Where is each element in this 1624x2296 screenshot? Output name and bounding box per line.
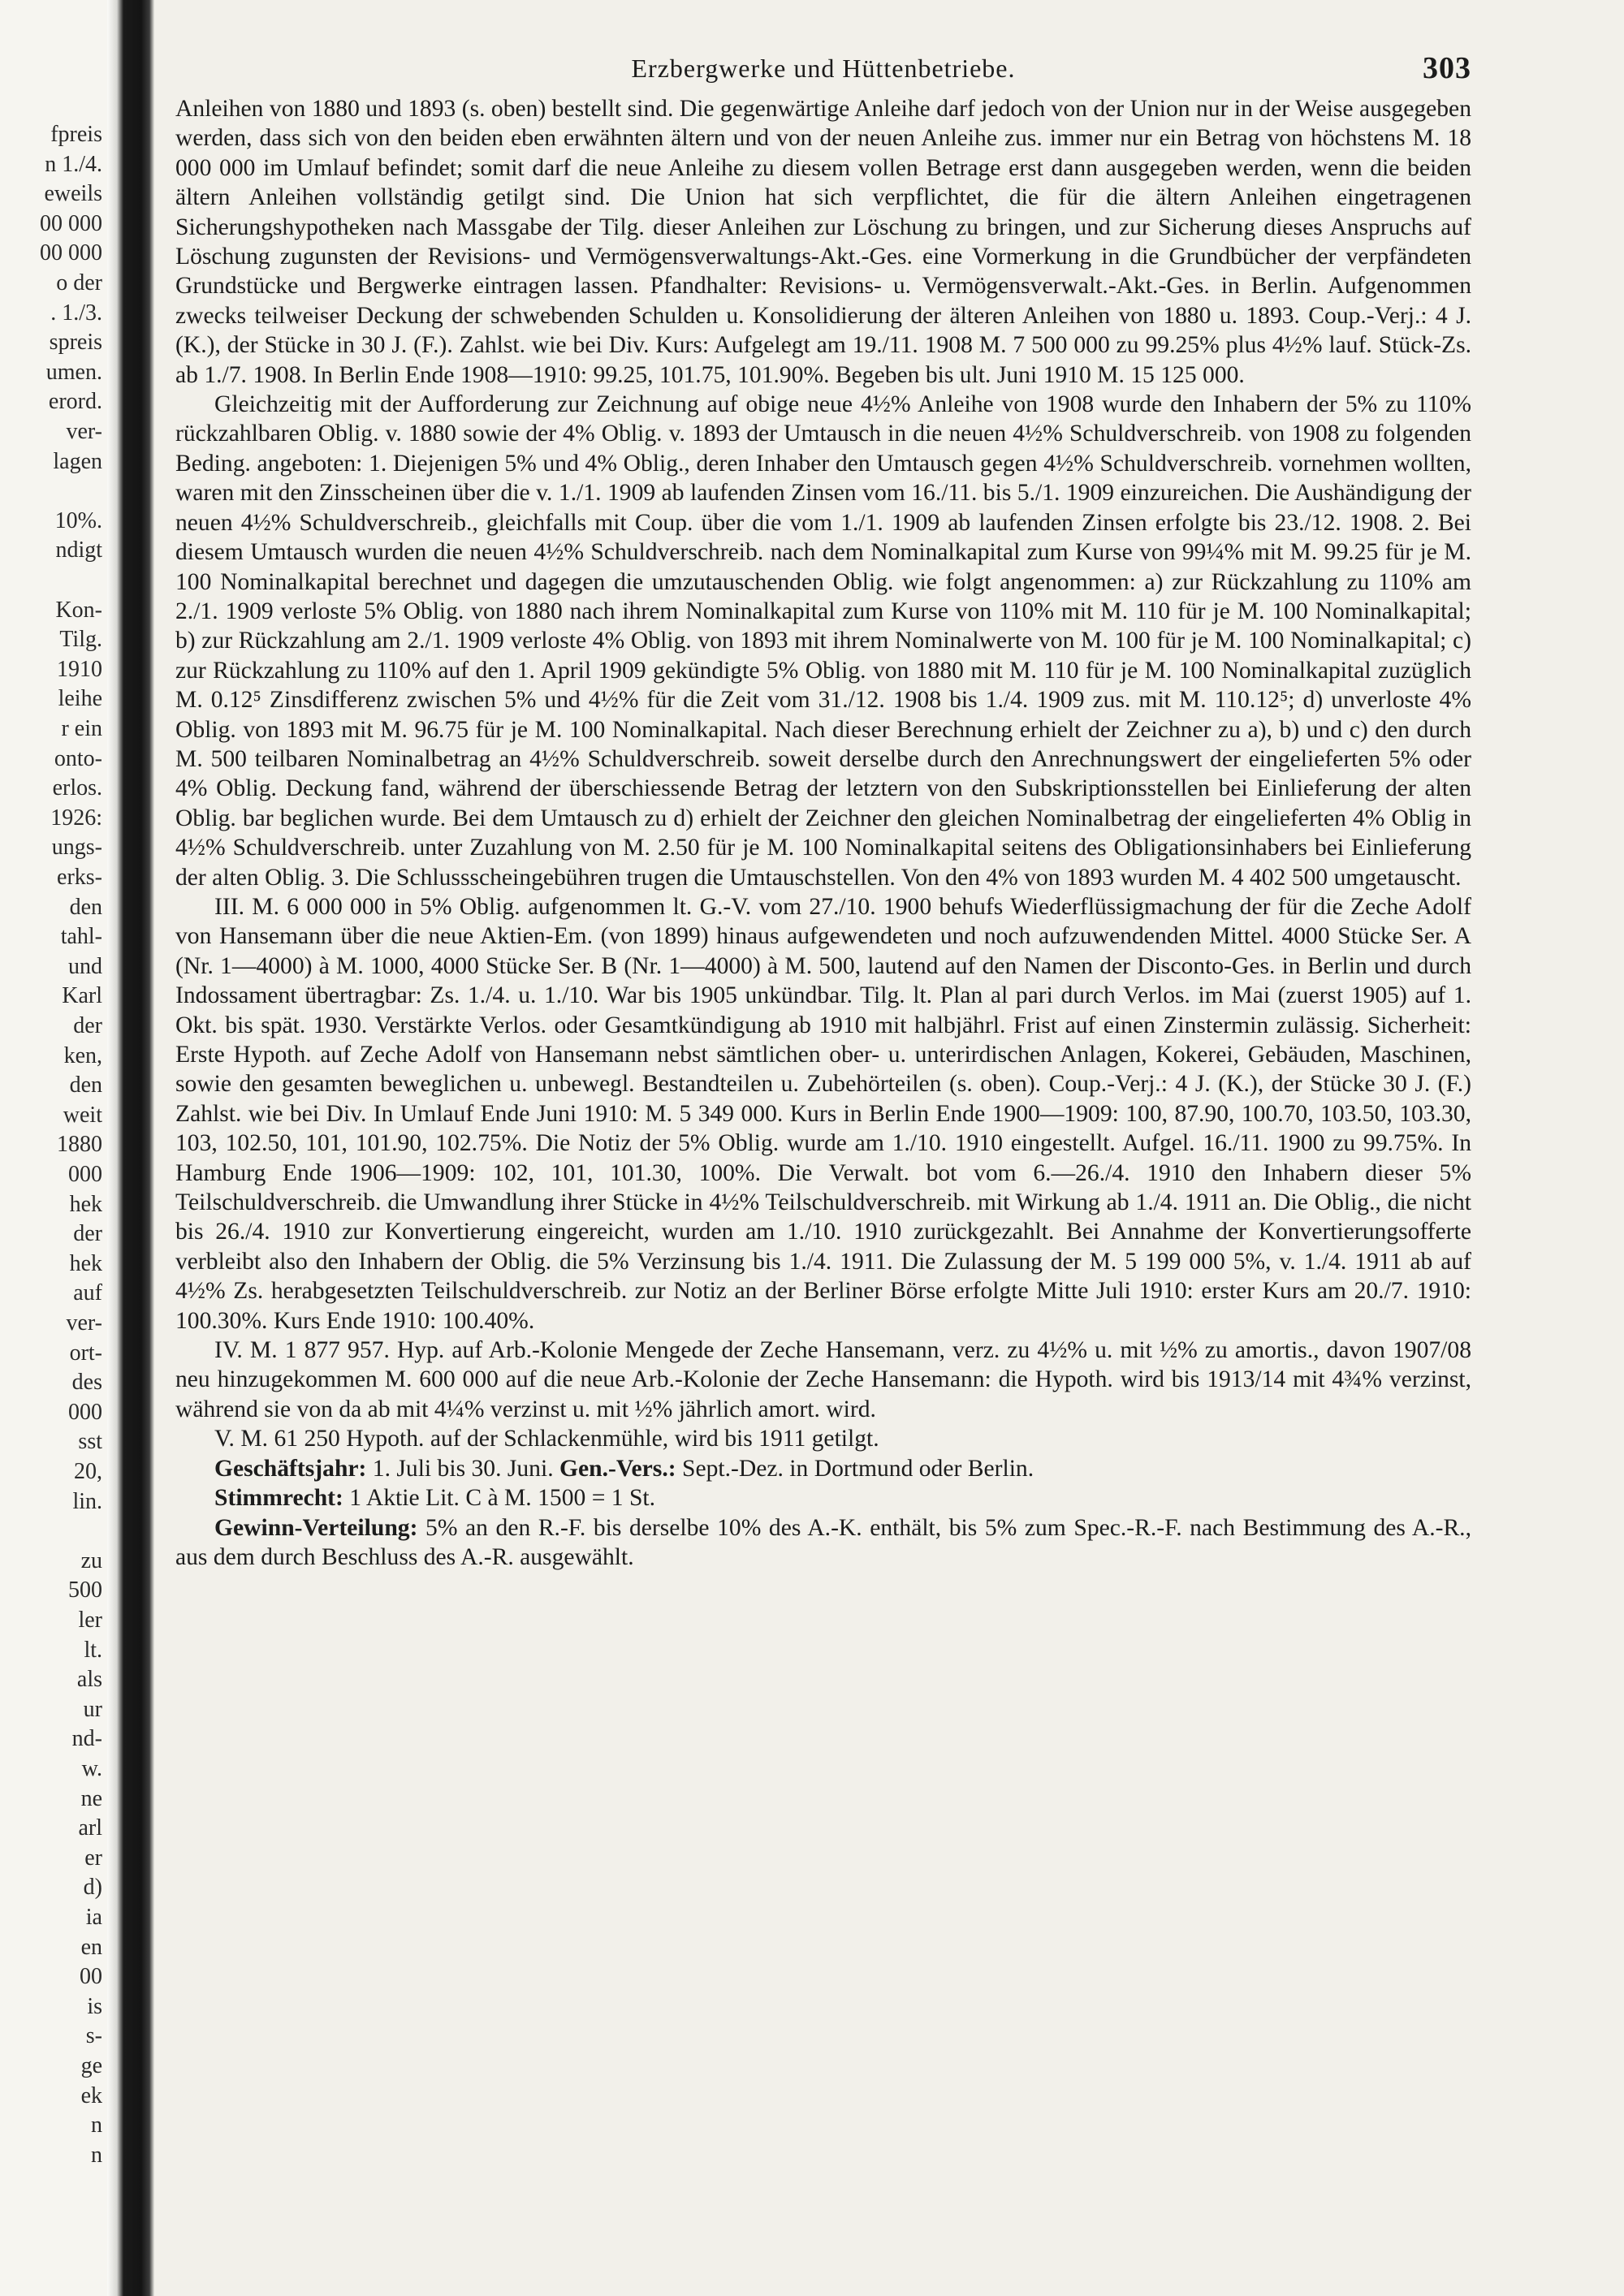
body-text (175, 94, 1471, 1572)
margin-fragment: lin. (72, 1488, 102, 1514)
margin-fragment: n 1./4. (45, 151, 102, 177)
margin-fragment: spreis (49, 330, 102, 356)
margin-fragment: sst (78, 1429, 102, 1455)
margin-fragment: fpreis (50, 122, 102, 147)
page-number: 303 (1423, 51, 1471, 85)
paragraph-iv-hypothek: IV. M. 1 877 957. Hyp. auf Arb.-Kolonie Mengede der Zeche Hansemann, verz. zu 4½% u. mit ½% zu amortis., davon 1907/08 neu hinzugekommen M. 600 000 auf die neue Arb.-Kolonie der Zeche Hansemann: die Hypoth. wird bis 1913/14 mit 4¾% verzinst, während sie von da ab mit 4¼% verzinst u. mit ½% jährlich amort. wird. (175, 1337, 1471, 1422)
page-header (175, 49, 1471, 94)
margin-fragment: ort- (69, 1340, 102, 1366)
fact-label: Gewinn-Verteilung: (214, 1514, 418, 1541)
margin-fragment: 20, (74, 1459, 102, 1484)
margin-fragment: des (71, 1370, 102, 1396)
margin-fragment: ver- (66, 1310, 102, 1336)
margin-fragment: erord. (48, 389, 102, 415)
margin-fragment: als (76, 1667, 102, 1693)
margin-fragment: ver- (66, 419, 102, 444)
fact-label: Geschäftsjahr: (214, 1455, 367, 1482)
paragraph-v-hypothek: V. M. 61 250 Hypoth. auf der Schlackenmühle, wird bis 1911 getilgt. (214, 1426, 879, 1452)
fact-label: Gen.-Vers.: (559, 1455, 676, 1482)
margin-fragment: nd- (71, 1726, 102, 1752)
margin-fragment: und (68, 953, 102, 979)
margin-fragment: hek (69, 1191, 102, 1217)
margin-fragment: 000 (68, 1399, 102, 1425)
book-gutter (107, 0, 154, 2296)
paragraph-anleihen-1880-1893: Anleihen von 1880 und 1893 (s. oben) bestellt sind. Die gegenwärtige Anleihe darf jedoch von der Union nur in der Weise ausgegeben werden, dass sich von den beiden eben erwähnten ältern und von der neuen Anleihe zus. immer nur ein Betrag von höchstens M. 18 000 000 im Umlauf befindet; somit darf die neue Anleihe zu diesem vollen Betrage erst dann ausgegeben werden, wenn die beiden ältern Anleihen vollständig getilgt sind. Die Union hat sich verpflichtet, die für die ältern Anleihen eingetragenen Sicherungshypotheken nach Massgabe der Tilg. dieser Anleihen zur Löschung zu bringen, und zur Sicherung dieses Anspruchs auf Löschung zugunsten der Revisions- und Vermögensverwaltungs-Akt.-Ges. eine Vormerkung in die Grundbücher der verpfändeten Grundstücke und Bergwerke eintragen lassen. Pfandhalter: Revisions- u. Vermögensverwalt.-Akt.-Ges. in Berlin. Aufgenommen zwecks teilweiser Deckung der schwebenden Schulden u. Konsolidierung der älteren Anleihen von 1880 u. 1893. Coup.-Verj.: 4 J. (K.), der Stücke in 30 J. (F.). Zahlst. wie bei Div. Kurs: Aufgelegt am 19./11. 1908 M. 7 500 000 zu 99.25% plus 4½% lauf. Stück-Zs. ab 1./7. 1908. In Berlin Ende 1908—1910: 99.25, 101.75, 101.90%. Begeben bis ult. Juni 1910 M. 15 125 000. (175, 96, 1471, 388)
margin-fragment: ungs- (51, 835, 102, 861)
margin-fragment: ur (83, 1696, 102, 1722)
margin-fragment: der (73, 1013, 102, 1038)
margin-fragment: 00 000 (40, 210, 102, 236)
fact-stimmrecht (175, 1483, 1471, 1513)
margin-fragment: Tilg. (59, 627, 102, 653)
margin-fragment: arl (78, 1815, 102, 1841)
paragraph-iii-oblig: III. M. 6 000 000 in 5% Oblig. aufgenommen lt. G.-V. vom 27./10. 1900 behufs Wiederflüssigmachung der für die Zeche Adolf von Hansemann über die neue Aktien-Em. (von 1899) hinaus aufgewendeten und noch aufzuwendenden Mittel. 4000 Stücke Ser. A (Nr. 1—4000) à M. 1000, 4000 Stücke Ser. B (Nr. 1—4000) à M. 500, lautend auf den Namen der Disconto-Ges. in Berlin und durch Indossament übertragbar: Zs. 1./4. u. 1./10. War bis 1905 unkündbar. Tilg. lt. Plan al pari durch Verlos. im Mai (zuerst 1905) auf 1. Okt. bis spät. 1930. Verstärkte Verlos. oder Gesamtkündigung ab 1910 mit halbjährl. Frist auf einen Zinstermin zulässig. Sicherheit: Erste Hypoth. auf Zeche Adolf von Hansemann nebst sämtlichen ober- u. unterirdischen Anlagen, Kokerei, Gebäuden, Maschinen, sowie den gesamten beweglichen u. unbewegl. Bestandteilen u. Zubehörteilen (s. oben). Coup.-Verj.: 4 J. (K.), der Stücke 30 J. (F.) Zahlst. wie bei Div. In Umlauf Ende Juni 1910: M. 5 349 000. Kurs in Berlin Ende 1900—1909: 100, 87.90, 100.70, 103.50, 103.30, 103, 102.50, 101, 101.90, 102.75%. Die Notiz der 5% Oblig. wurde am 1./10. 1910 eingestellt. Aufgel. 16./11. 1900 zu 99.75%. In Hamburg Ende 1906—1909: 102, 101, 101.30, 100%. Die Verwalt. bot vom 6.—26./4. 1910 den Inhabern dieser 5% Teilschuldverschreib. die Umwandlung ihrer Stücke in 4½% Teilschuldverschreib. mit Wirkung ab 1./4. 1911 an. Die Oblig., die nicht bis 26./4. 1910 zur Konvertierung eingereicht, wurden am 1./10. 1910 zurückgezahlt. Bei Annahme der Konvertierungsofferte verbleibt also den Inhabern der Oblig. die 5% Verzinsung bis 1./4. 1911. Die Zulassung der M. 5 199 000 5%, v. 1./4. 1911 ab auf 4½% Zs. herabgesetzten Teilschuldverschreib. zur Notiz an der Berliner Börse erfolgte Mitte Juli 1910: erster Kurs am 20./7. 1910: 100.30%. Kurs Ende 1910: 100.40%. (175, 893, 1471, 1334)
margin-fragment: lagen (53, 448, 102, 474)
fact-value: 1 Aktie Lit. C à M. 1500 = 1 St. (349, 1485, 656, 1512)
margin-fragment: w. (81, 1756, 102, 1781)
margin-fragment: Kon- (55, 597, 102, 623)
margin-fragment: ne (80, 1785, 102, 1811)
margin-fragment: en (80, 1934, 102, 1960)
margin-fragment: 1926: (50, 805, 102, 831)
fact-label: Stimmrecht: (214, 1485, 343, 1512)
margin-fragment: o der (56, 270, 102, 296)
margin-fragment: ia (85, 1905, 102, 1930)
margin-fragment: s- (85, 2023, 102, 2049)
margin-fragment: hek (69, 1250, 102, 1276)
page (175, 49, 1471, 1572)
margin-fragment: r ein (61, 716, 102, 741)
margin-fragment: 1910 (57, 656, 102, 682)
margin-fragment: ek (80, 2082, 102, 2108)
margin-fragment: 10%. (54, 507, 102, 533)
fact-value: 5% an den R.-F. bis derselbe 10% des A.-K. enthält, bis 5% zum Spec.-R.-F. nach Bestimmung des A.-R., aus dem durch Beschluss des A.-R. ausgewählt. (175, 1514, 1471, 1570)
margin-fragment: 00 000 (40, 240, 102, 266)
fact-value: Sept.-Dez. in Dortmund oder Berlin. (681, 1455, 1034, 1482)
margin-fragment: 1880 (57, 1132, 102, 1158)
margin-fragment: ken, (63, 1042, 102, 1068)
margin-fragment: zu (80, 1547, 102, 1573)
running-title: Erzbergwerke und Hüttenbetriebe. (631, 54, 1016, 83)
margin-fragment: is (87, 1993, 102, 2019)
margin-fragment: lt. (84, 1637, 102, 1663)
margin-fragment: ndigt (55, 537, 102, 563)
margin-fragment: n (91, 2113, 102, 2138)
margin-fragment: leihe (58, 686, 102, 712)
margin-fragment: ler (78, 1608, 102, 1633)
margin-fragment: 00 (80, 1964, 102, 1990)
margin-fragment: den (69, 894, 102, 920)
fact-geschaeftsjahr (175, 1454, 1471, 1483)
margin-fragment: erlos. (52, 775, 102, 801)
margin-fragment: umen. (45, 359, 102, 385)
margin-fragment: n (91, 2142, 102, 2168)
paragraph-umtausch: Gleichzeitig mit der Aufforderung zur Zeichnung auf obige neue 4½% Anleihe von 1908 wurde den Inhabern der 5% zu 110% rückzahlbaren Oblig. v. 1880 sowie der 4% Oblig. v. 1893 der Umtausch in die neuen 4½% Schuldverschreib. von 1908 zu folgenden Beding. angeboten: 1. Diejenigen 5% und 4% Oblig., deren Inhaber den Umtausch gegen 4½% Schuldverschreib. vornehmen wollten, waren mit den Zinsscheinen über die v. 1./1. 1909 ab laufenden Zinsen vom 16./11. bis 5./1. 1909 einzureichen. Die Aushändigung der neuen 4½% Schuldverschreib., gleichfalls mit Coup. über die vom 1./1. 1909 ab laufenden Zinsen erfolgte bis 23./12. 1908. 2. Bei diesem Umtausch wurden die neuen 4½% Schuldverschreib. nach dem Nominalkapital zum Kurse von 99¼% mit M. 99.25 für je M. 100 Nominalkapital berechnet und dagegen die umzutauschenden Oblig. wie folgt angenommen: a) zur Rückzahlung zu 110% am 2./1. 1909 verloste 5% Oblig. von 1880 nach ihrem Nominalkapital zum Kurse von 110% mit M. 110 für je M. 100 Nominalkapital; b) zur Rückzahlung am 2./1. 1909 verloste 4% Oblig. von 1893 mit ihrem Nominalwerte von M. 100 für je M. 100 Nominalkapital; c) zur Rückzahlung zu 110% auf den 1. April 1909 gekündigte 5% Oblig. von 1880 mit M. 110 für je M. 100 Nominalkapital zuzüglich M. 0.12⁵ Zinsdifferenz zwischen 5% und 4½% für die Zeit vom 31./12. 1908 bis 1./4. 1909 zus. mit M. 110.12⁵; d) unverloste 4% Oblig. von 1893 mit M. 96.75 für je M. 100 Nominalkapital. Nach dieser Berechnung erhielt der Zeichner zu a), b) und c) den durch M. 500 teilbaren Nominalbetrag an 4½% Schuldverschreib. soweit derselbe durch den Anrechnungswert der eingelieferten 5% oder 4% Oblig. Deckung fand, während der überschiessende Betrag der letztern von den Subskriptionsstellen bei Einlieferung der alten Oblig. bar beglichen wurde. Bei dem Umtausch zu d) erhielt der Zeichner den gleichen Nominalbetrag der eingelieferten 4% Oblig in 4½% Schuldverschreib. unter Zuzahlung von M. 2.50 für je M. 100 Nominalkapital seitens des Obligationsinhabers bei Einlieferung der alten Oblig. 3. Die Schlussscheingebühren trugen die Umtauschstellen. Von den 4% von 1893 wurden M. 4 402 500 umgetauscht. (175, 391, 1471, 891)
margin-fragment: eweils (44, 181, 102, 207)
fact-gewinn-verteilung (175, 1513, 1471, 1573)
margin-fragment: weit (63, 1102, 102, 1128)
margin-fragment: Karl (62, 983, 102, 1009)
margin-fragment: ge (80, 2053, 102, 2078)
margin-fragment: der (73, 1221, 102, 1247)
margin-fragment: den (69, 1072, 102, 1098)
left-page-margin-fragments (0, 0, 107, 2296)
margin-fragment: er (84, 1845, 102, 1871)
margin-fragment: erks- (57, 865, 102, 890)
margin-fragment: . 1./3. (50, 300, 102, 326)
margin-fragment: tahl- (60, 924, 102, 950)
fact-value: 1. Juli bis 30. Juni. (372, 1455, 554, 1482)
margin-fragment: onto- (54, 745, 102, 771)
margin-fragment: d) (83, 1875, 102, 1901)
margin-fragment: 000 (68, 1162, 102, 1187)
margin-fragment: 500 (68, 1577, 102, 1603)
margin-fragment: auf (73, 1280, 102, 1306)
